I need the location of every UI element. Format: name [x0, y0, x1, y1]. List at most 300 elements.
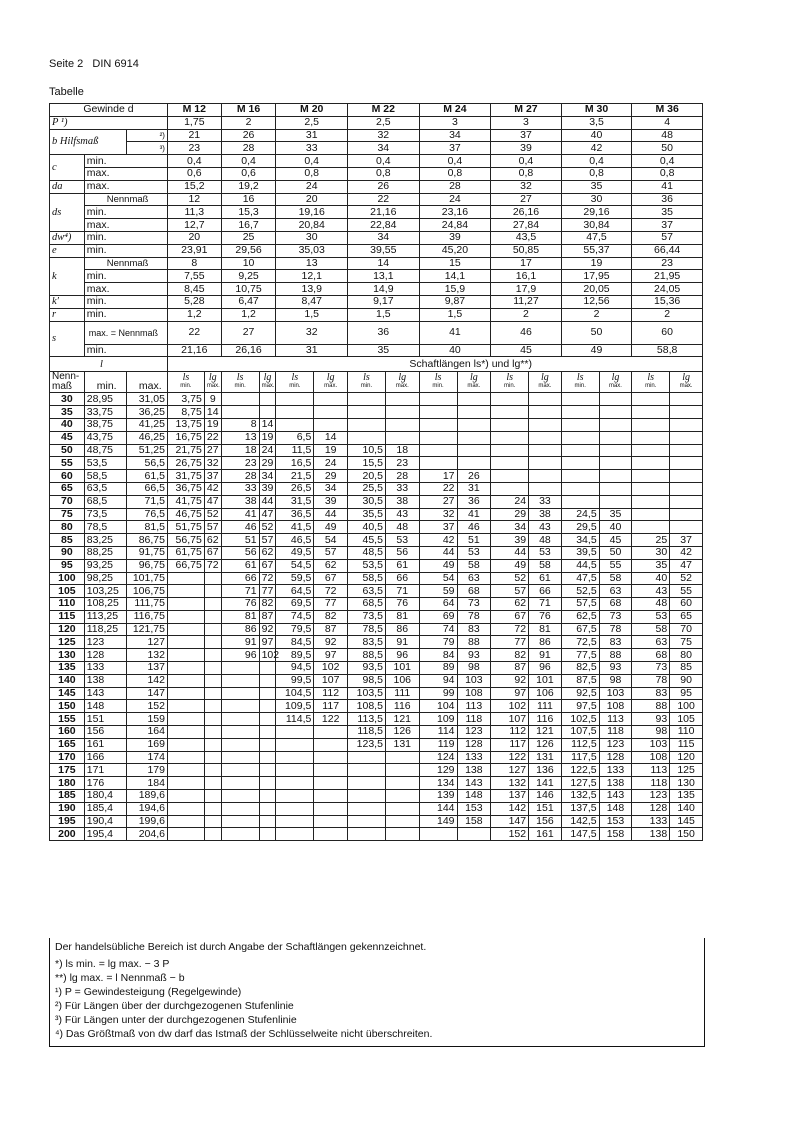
ls-header [221, 372, 259, 393]
value-cell: 35 [632, 206, 703, 219]
row-r [50, 308, 703, 321]
value-cell: 17,9 [491, 283, 562, 296]
value-cell: 19 [561, 257, 632, 270]
ls-value: 46,5 [276, 534, 314, 547]
ls-value: 119 [419, 738, 457, 751]
value-cell: 24 [276, 180, 348, 193]
value-cell: 30 [561, 193, 632, 206]
value-cell: 14,9 [348, 283, 420, 296]
ls-value: 63 [632, 636, 670, 649]
lg-value: 97 [259, 636, 276, 649]
lg-value: 111 [385, 687, 419, 700]
ls-value [419, 406, 457, 419]
nenn-value: 85 [50, 534, 85, 547]
lg-value: 67 [314, 572, 348, 585]
ls-value: 15,5 [348, 457, 386, 470]
ls-value: 26,75 [167, 457, 204, 470]
ls-value: 67 [491, 610, 529, 623]
ls-value: 54,5 [276, 559, 314, 572]
lg-value: 105 [670, 713, 703, 726]
lg-value: 45 [599, 534, 632, 547]
l-min-value: 58,5 [84, 470, 126, 483]
l-max-value: 179 [126, 764, 167, 777]
l-min-value: 185,4 [84, 802, 126, 815]
lg-value [204, 585, 221, 598]
ls-value: 91 [221, 636, 259, 649]
length-row [50, 444, 703, 457]
ls-value: 88 [632, 700, 670, 713]
nenn-value: 80 [50, 521, 85, 534]
lg-value [385, 764, 419, 777]
ls-value: 20,5 [348, 470, 386, 483]
lg-value: 34 [259, 470, 276, 483]
lg-value [314, 828, 348, 841]
lg-value: 58 [457, 559, 491, 572]
ls-value [221, 764, 259, 777]
sub-label: min. [84, 244, 167, 257]
ls-sub: min. [432, 383, 444, 390]
lg-value: 101 [385, 662, 419, 675]
lg-value: 57 [259, 534, 276, 547]
shank-title: Schaftlängen ls*) und lg**) [167, 357, 702, 372]
lg-value [457, 406, 491, 419]
lg-value: 86 [385, 623, 419, 636]
ls-value: 96 [221, 649, 259, 662]
ls-value [491, 444, 529, 457]
lg-value [314, 751, 348, 764]
lg-value: 118 [457, 713, 491, 726]
nenn-value: 55 [50, 457, 85, 470]
value-cell: 26,16 [221, 344, 276, 357]
value-cell: 40 [419, 344, 491, 357]
ls-value [491, 393, 529, 406]
size-header: M 24 [419, 104, 491, 117]
ls-value: 8 [221, 418, 259, 431]
l-max-value: 164 [126, 726, 167, 739]
ls-value [348, 828, 386, 841]
value-cell: 3 [419, 116, 491, 129]
ls-value [561, 444, 599, 457]
nenn-value: 155 [50, 713, 85, 726]
lg-value: 49 [314, 521, 348, 534]
nenn-value: 35 [50, 406, 85, 419]
value-cell: 23,91 [167, 244, 221, 257]
lg-value: 22 [204, 431, 221, 444]
l-min-value: 118,25 [84, 623, 126, 636]
lg-value: 135 [670, 790, 703, 803]
length-row [50, 508, 703, 521]
lg-value: 65 [670, 610, 703, 623]
nenn-value: 70 [50, 495, 85, 508]
l-max-value: 121,75 [126, 623, 167, 636]
lg-value: 71 [385, 585, 419, 598]
value-cell: 43,5 [491, 231, 562, 244]
length-row [50, 815, 703, 828]
ls-value: 54 [419, 572, 457, 585]
l-max-value: 189,6 [126, 790, 167, 803]
lg-value [314, 418, 348, 431]
length-row [50, 790, 703, 803]
lg-value: 39 [259, 482, 276, 495]
ls-value [221, 790, 259, 803]
ls-symbol: ls [363, 372, 370, 384]
value-cell: 2,5 [276, 116, 348, 129]
ls-value: 39 [491, 534, 529, 547]
value-cell: 15,2 [167, 180, 221, 193]
ls-value [221, 406, 259, 419]
lg-value: 58 [529, 559, 562, 572]
value-cell: 28 [221, 142, 276, 155]
lg-value [385, 431, 419, 444]
ls-value: 103,5 [348, 687, 386, 700]
lg-value: 90 [670, 674, 703, 687]
thread-header: Gewinde d [50, 104, 168, 117]
ls-value: 127 [491, 764, 529, 777]
ls-value: 82 [491, 649, 529, 662]
value-cell: 26 [348, 180, 420, 193]
lg-value [259, 713, 276, 726]
ls-value: 92,5 [561, 687, 599, 700]
ls-value [632, 495, 670, 508]
lg-value: 130 [670, 777, 703, 790]
ls-value [167, 636, 204, 649]
lg-value: 158 [457, 815, 491, 828]
ls-value [632, 482, 670, 495]
lg-value: 108 [599, 700, 632, 713]
lg-value [204, 623, 221, 636]
lg-value [457, 828, 491, 841]
ls-value [167, 572, 204, 585]
l-max-value: 132 [126, 649, 167, 662]
value-cell: 21,16 [167, 344, 221, 357]
ls-value: 117 [491, 738, 529, 751]
ls-value: 61 [221, 559, 259, 572]
ls-value [419, 457, 457, 470]
label-b: b Hilfsmaß [50, 129, 127, 155]
lg-value: 126 [529, 738, 562, 751]
ls-value: 124 [419, 751, 457, 764]
sub-label: min. [84, 206, 167, 219]
ls-value: 52 [491, 572, 529, 585]
footnote-star: *) ls min. = lg max. − 3 P [55, 958, 170, 970]
length-row [50, 572, 703, 585]
sub-label: max. [84, 219, 167, 232]
value-cell: 0,4 [276, 155, 348, 168]
lg-value [259, 764, 276, 777]
lg-value: 151 [529, 802, 562, 815]
nenn-value: 170 [50, 751, 85, 764]
ls-value: 36,75 [167, 482, 204, 495]
lg-value [314, 726, 348, 739]
value-cell: 9,87 [419, 295, 491, 308]
ls-value [167, 700, 204, 713]
ls-sub: min. [574, 383, 586, 390]
length-row [50, 470, 703, 483]
length-row [50, 546, 703, 559]
lg-value: 138 [599, 777, 632, 790]
value-cell: 21,16 [348, 206, 420, 219]
value-cell: 0,8 [491, 167, 562, 180]
ls-value: 35,5 [348, 508, 386, 521]
ls-value: 16,5 [276, 457, 314, 470]
label-k: k [50, 257, 85, 295]
sub-label: max. [84, 283, 167, 296]
ls-sub: min. [180, 383, 192, 390]
lg-value: 131 [385, 738, 419, 751]
lg-value: 31 [457, 482, 491, 495]
ls-value: 25 [632, 534, 670, 547]
lg-value: 123 [599, 738, 632, 751]
lg-value [314, 815, 348, 828]
ls-value [491, 482, 529, 495]
ls-value: 58,5 [348, 572, 386, 585]
label-p: P ¹) [50, 116, 168, 129]
ls-value [221, 777, 259, 790]
ls-symbol: ls [576, 372, 584, 384]
lg-value: 117 [314, 700, 348, 713]
lg-value [599, 393, 632, 406]
ls-value [167, 815, 204, 828]
ls-value: 47,5 [561, 572, 599, 585]
lg-header [599, 372, 632, 393]
l-max-value: 41,25 [126, 418, 167, 431]
length-row [50, 751, 703, 764]
value-cell: 2 [632, 308, 703, 321]
l-max-value: 137 [126, 662, 167, 675]
ls-value: 142,5 [561, 815, 599, 828]
lg-value: 28 [385, 470, 419, 483]
lg-value [670, 508, 703, 521]
lg-value: 63 [457, 572, 491, 585]
lg-value [457, 444, 491, 457]
size-header: M 36 [632, 104, 703, 117]
lg-value: 39 [314, 495, 348, 508]
value-cell: 50 [561, 321, 632, 344]
value-cell: 29,56 [221, 244, 276, 257]
lg-value: 41 [457, 508, 491, 521]
ls-value: 32 [419, 508, 457, 521]
ls-value: 17 [419, 470, 457, 483]
value-cell: 2 [561, 308, 632, 321]
lg-value [204, 649, 221, 662]
ls-value [491, 418, 529, 431]
ls-value: 49 [419, 559, 457, 572]
lg-sub: max. [467, 383, 481, 390]
ls-value [348, 764, 386, 777]
lg-value: 91 [529, 649, 562, 662]
lg-value: 83 [599, 636, 632, 649]
row-da [50, 180, 703, 193]
nenn-value: 140 [50, 674, 85, 687]
ls-value [419, 431, 457, 444]
lg-value: 33 [529, 495, 562, 508]
ls-value: 74,5 [276, 610, 314, 623]
value-cell: 21 [167, 129, 221, 142]
l-min-value: 166 [84, 751, 126, 764]
lg-symbol: lg [208, 372, 217, 384]
value-cell: 27,84 [491, 219, 562, 232]
row-s-min [50, 344, 703, 357]
nenn-value: 45 [50, 431, 85, 444]
lg-value: 88 [599, 649, 632, 662]
value-cell: 6,47 [221, 295, 276, 308]
lg-value [259, 751, 276, 764]
lg-value: 37 [670, 534, 703, 547]
lg-value: 86 [529, 636, 562, 649]
ls-value: 8,75 [167, 406, 204, 419]
ls-value: 98 [632, 726, 670, 739]
lg-value: 128 [599, 751, 632, 764]
ls-value: 138 [632, 828, 670, 841]
lg-value: 150 [670, 828, 703, 841]
ls-value [167, 598, 204, 611]
lg-value: 112 [314, 687, 348, 700]
lg-sub: max. [324, 383, 338, 390]
value-cell: 19,16 [276, 206, 348, 219]
lg-header [529, 372, 562, 393]
ls-value [348, 802, 386, 815]
lg-value: 120 [670, 751, 703, 764]
value-cell: 45,20 [419, 244, 491, 257]
ls-value: 44 [491, 546, 529, 559]
ls-value: 99 [419, 687, 457, 700]
ls-value [276, 802, 314, 815]
lg-value: 50 [599, 546, 632, 559]
ls-value: 128 [632, 802, 670, 815]
value-cell: 1,75 [167, 116, 221, 129]
ls-value: 40,5 [348, 521, 386, 534]
length-row [50, 610, 703, 623]
lg-value: 55 [670, 585, 703, 598]
ls-value: 113 [632, 764, 670, 777]
lg-value [670, 482, 703, 495]
ls-value: 112,5 [561, 738, 599, 751]
lg-value: 47 [670, 559, 703, 572]
lg-value: 70 [670, 623, 703, 636]
lg-value: 72 [314, 585, 348, 598]
lg-value: 118 [599, 726, 632, 739]
row-k-nenn [50, 257, 703, 270]
lg-value: 53 [385, 534, 419, 547]
lg-value: 52 [670, 572, 703, 585]
ls-value: 86 [221, 623, 259, 636]
value-cell: 31 [276, 344, 348, 357]
value-cell: 13,9 [276, 283, 348, 296]
ls-value [561, 457, 599, 470]
ls-value: 78 [632, 674, 670, 687]
ls-value [348, 406, 386, 419]
value-cell: 27 [491, 193, 562, 206]
l-max-value: 159 [126, 713, 167, 726]
ls-value: 42 [419, 534, 457, 547]
ls-value: 112 [491, 726, 529, 739]
ls-value: 89,5 [276, 649, 314, 662]
lg-symbol: lg [469, 372, 478, 384]
l-min-value: 98,25 [84, 572, 126, 585]
value-cell: 23 [167, 142, 221, 155]
ls-header [419, 372, 457, 393]
lg-value: 27 [204, 444, 221, 457]
value-cell: 20,84 [276, 219, 348, 232]
value-cell: 37 [632, 219, 703, 232]
ls-value: 41 [221, 508, 259, 521]
lg-value: 19 [314, 444, 348, 457]
ls-value: 94 [419, 674, 457, 687]
row-pitch [50, 116, 703, 129]
value-cell: 0,8 [419, 167, 491, 180]
lg-value [259, 700, 276, 713]
ls-value [491, 406, 529, 419]
value-cell: 60 [632, 321, 703, 344]
lg-header [670, 372, 703, 393]
l-min-value: 176 [84, 777, 126, 790]
ls-header [632, 372, 670, 393]
value-cell: 17,95 [561, 270, 632, 283]
value-cell: 49 [561, 344, 632, 357]
lg-value: 14 [314, 431, 348, 444]
nenn-value: 145 [50, 687, 85, 700]
l-min-value: 190,4 [84, 815, 126, 828]
ls-value: 72,5 [561, 636, 599, 649]
lg-symbol: lg [263, 372, 272, 384]
lg-value: 44 [314, 508, 348, 521]
ls-value: 107 [491, 713, 529, 726]
ls-value: 52,5 [561, 585, 599, 598]
sub-b1: ²) [126, 129, 167, 142]
ls-value: 144 [419, 802, 457, 815]
ls-value: 44 [419, 546, 457, 559]
ls-value: 84,5 [276, 636, 314, 649]
ls-value: 33 [221, 482, 259, 495]
value-cell: 20,05 [561, 283, 632, 296]
value-cell: 31 [276, 129, 348, 142]
lg-value: 76 [385, 598, 419, 611]
lg-value [314, 764, 348, 777]
value-cell: 0,6 [167, 167, 221, 180]
value-cell: 0,4 [221, 155, 276, 168]
lg-value [457, 393, 491, 406]
length-row [50, 713, 703, 726]
value-cell: 30 [276, 231, 348, 244]
value-cell: 47,5 [561, 231, 632, 244]
ls-header [167, 372, 204, 393]
ls-value: 61,75 [167, 546, 204, 559]
ls-value: 36,5 [276, 508, 314, 521]
l-max-value: 147 [126, 687, 167, 700]
ls-value [276, 777, 314, 790]
l-min-value: 88,25 [84, 546, 126, 559]
size-header: M 20 [276, 104, 348, 117]
lg-value [259, 662, 276, 675]
lg-value: 40 [599, 521, 632, 534]
ls-value: 29 [491, 508, 529, 521]
lg-value: 52 [204, 508, 221, 521]
value-cell: 10 [221, 257, 276, 270]
ls-value: 28 [221, 470, 259, 483]
label-e: e [50, 244, 85, 257]
value-cell: 4 [632, 116, 703, 129]
ls-value [167, 713, 204, 726]
lg-symbol: lg [398, 372, 407, 384]
lg-value: 101 [529, 674, 562, 687]
ls-value [632, 406, 670, 419]
length-row [50, 598, 703, 611]
value-cell: 36 [632, 193, 703, 206]
ls-value: 26,5 [276, 482, 314, 495]
lg-value: 73 [599, 610, 632, 623]
nenn-value: 200 [50, 828, 85, 841]
value-cell: 22,84 [348, 219, 420, 232]
